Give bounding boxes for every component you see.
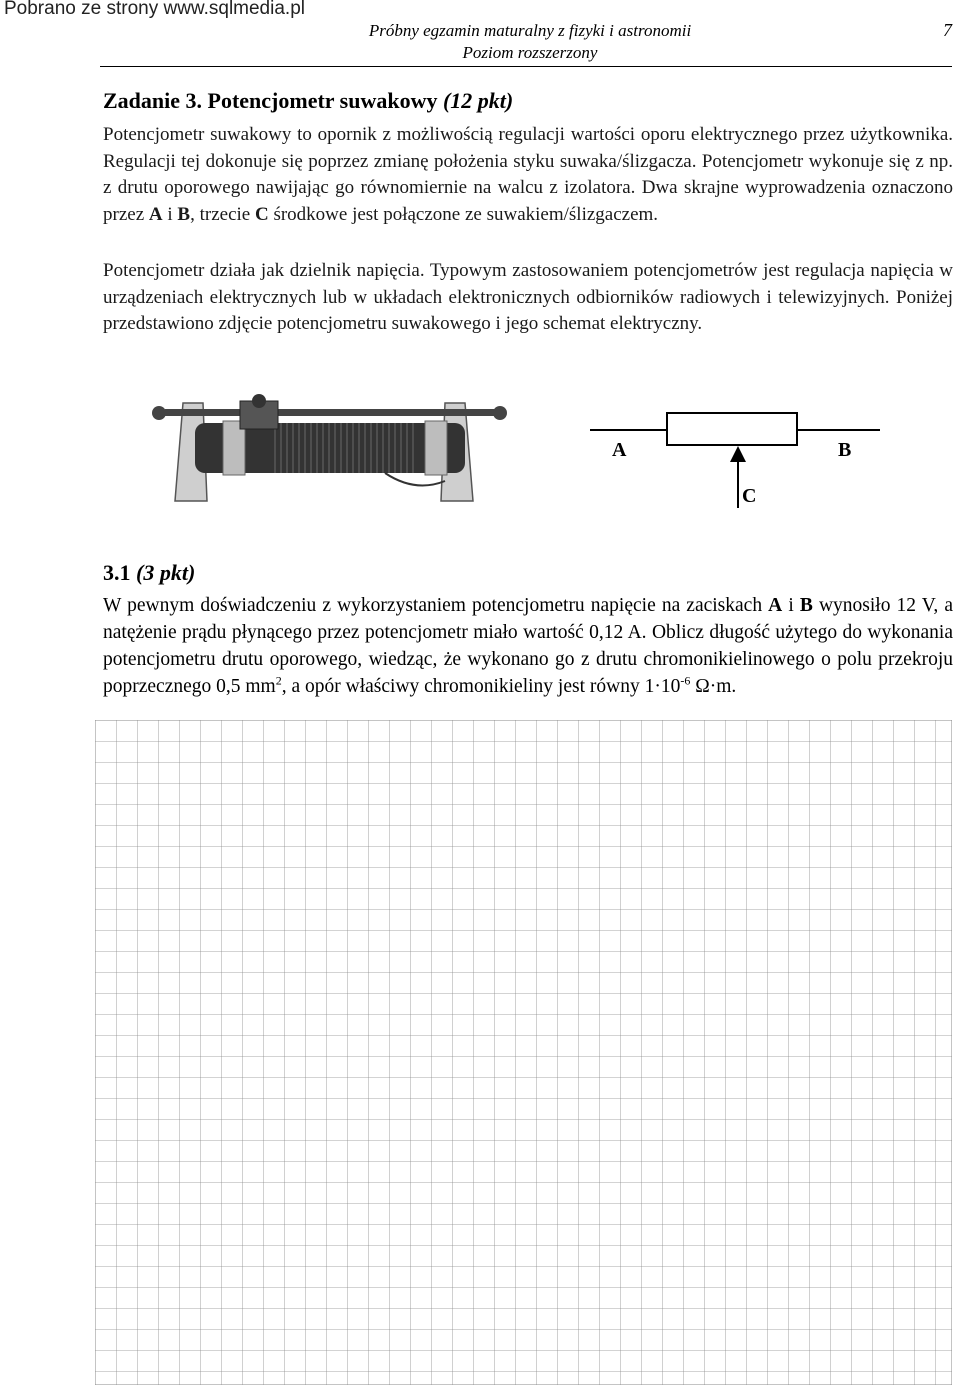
conjunction: i bbox=[782, 595, 800, 616]
subtask-text bbox=[103, 592, 953, 700]
label-c: C bbox=[742, 485, 757, 507]
task-title bbox=[103, 88, 513, 114]
paragraph-text: , trzecie bbox=[190, 203, 255, 225]
paragraph-text: Potencjometr suwakowy to opornik z możliwością regulacji wartości oporu elektrycznego przez użytkownika. Regulacji tej dokonuje się poprzez zmianę położenia styku suwaka/ślizgacza. Potencjometr wykonuje się z np. z drutu oporowego nawijając go równomiernie na walcu z izolatora. Dwa skrajne wyprowadzenia oznaczono przez bbox=[103, 124, 953, 225]
page-header bbox=[320, 20, 740, 64]
subtask-title bbox=[103, 560, 195, 586]
task-paragraph-2: Potencjometr działa jak dzielnik napięcia. Typowym zastosowaniem potencjometrów jest regulacja napięcia w urządzeniach elektrycznych lub w układach elektronicznych odbiorników radiowych i telewizyjnych. Poniżej przedstawiono zdjęcie potencjometru suwakowego i jego schemat elektryczny. bbox=[103, 260, 953, 334]
terminal-b-ref: B bbox=[177, 203, 191, 225]
subtask-text-part: Ω·m. bbox=[690, 676, 737, 697]
terminal-b-ref: B bbox=[799, 595, 813, 616]
subtask-text-part: wynosiło 12 V, a natężenie prądu płynącego przez potencjometr miało wartość 0,12 A. Oblicz długość użytego do wykonania potencjometru drutu oporowego, wiedząc, że wykonano go z drutu chromonikielinowego o polu przekroju poprzecznego 0,5 mm bbox=[103, 595, 953, 697]
terminal-a-ref: A bbox=[148, 203, 163, 225]
exponent-2: 2 bbox=[275, 673, 282, 688]
task-title-text: Zadanie 3. Potencjometr suwakowy bbox=[103, 88, 443, 113]
exponent-neg6: -6 bbox=[680, 673, 691, 688]
conjunction: i bbox=[162, 203, 178, 225]
answer-grid[interactable] bbox=[95, 720, 952, 1385]
resistor-body bbox=[667, 413, 797, 445]
task-paragraph-1 bbox=[103, 122, 953, 228]
source-watermark: Pobrano ze strony www.sqlmedia.pl bbox=[4, 0, 305, 19]
terminal-c-ref: C bbox=[254, 203, 269, 225]
subtask-number: 3.1 bbox=[103, 560, 136, 585]
header-level: Poziom rozszerzony bbox=[462, 43, 598, 62]
task-points: (12 pkt) bbox=[442, 88, 514, 113]
paragraph-text: środkowe jest połączone ze suwakiem/ślizgaczem. bbox=[268, 203, 659, 225]
header-exam-title: Próbny egzamin maturalny z fizyki i astronomii bbox=[368, 21, 692, 40]
terminal-a-ref: A bbox=[768, 595, 783, 616]
header-rule bbox=[100, 66, 952, 67]
subtask-points: (3 pkt) bbox=[136, 560, 196, 585]
potentiometer-photo bbox=[145, 393, 515, 508]
subtask-text-part: , a opór właściwy chromonikieliny jest równy 1·10 bbox=[281, 676, 681, 697]
subtask-text-part: W pewnym doświadczeniu z wykorzystaniem potencjometru napięcie na zaciskach bbox=[103, 595, 769, 616]
page-number: 7 bbox=[943, 20, 952, 40]
wiper-arrow bbox=[730, 446, 746, 462]
label-b: B bbox=[838, 439, 852, 461]
potentiometer-schematic bbox=[590, 400, 890, 515]
label-a: A bbox=[612, 439, 627, 461]
